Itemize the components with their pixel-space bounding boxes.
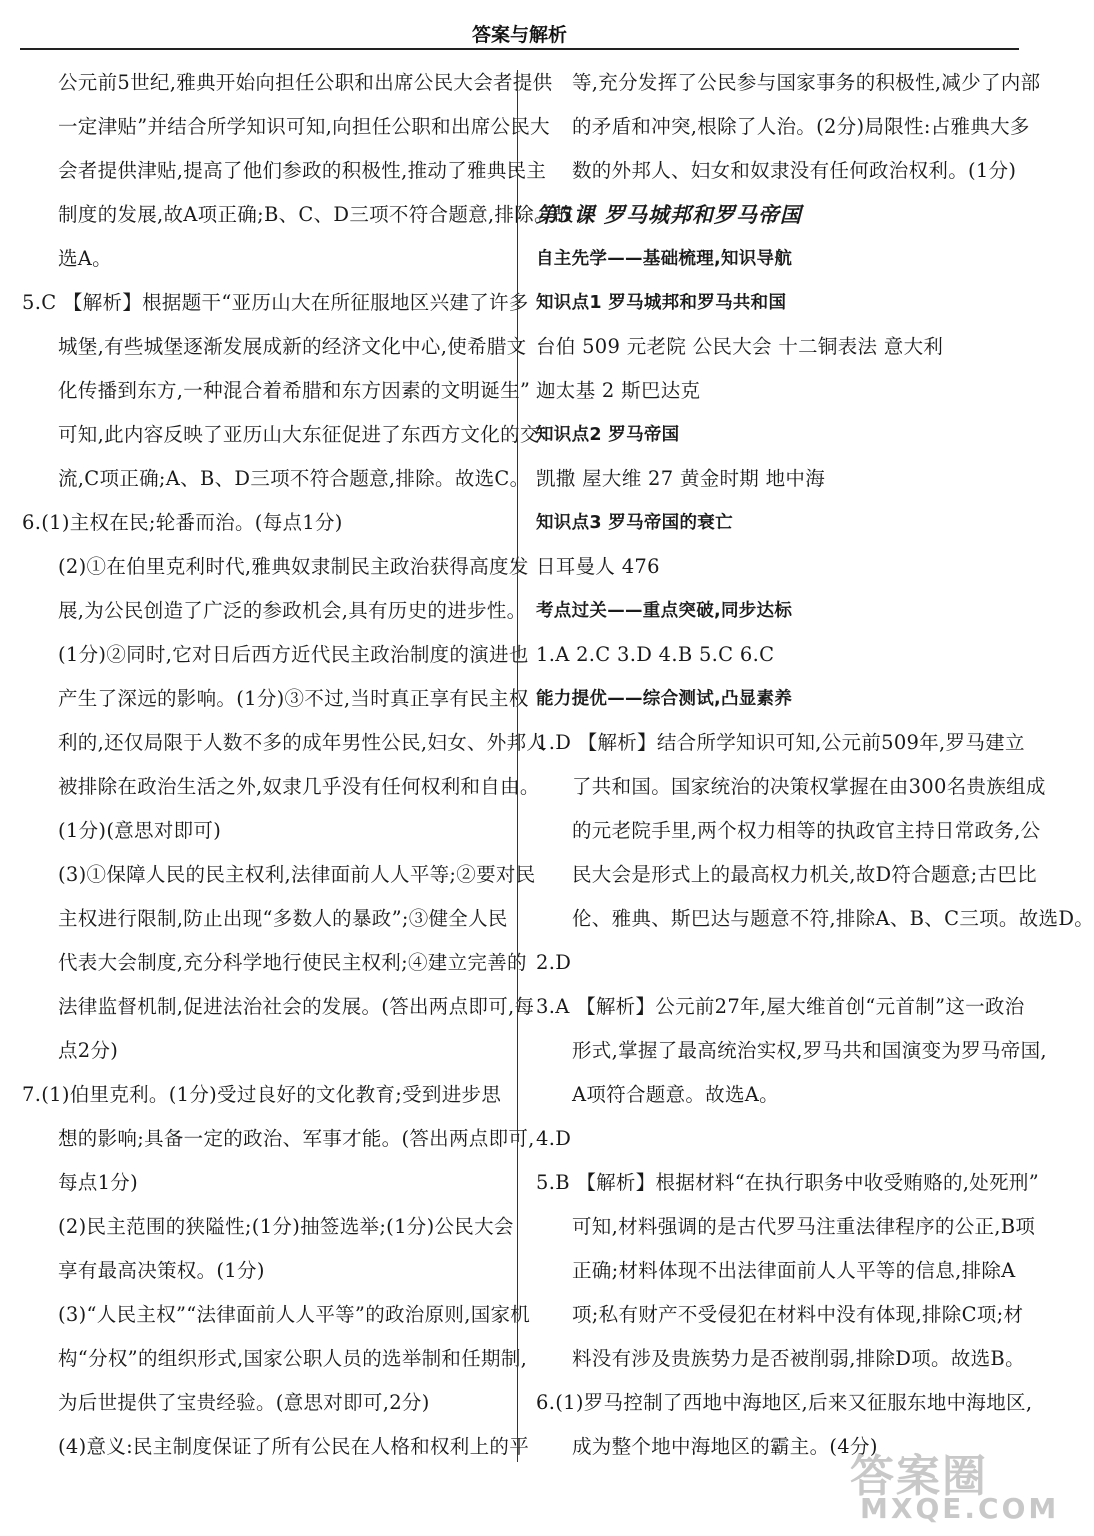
text-line: (4)意义:民主制度保证了所有公民在人格和权利上的平 — [58, 1435, 529, 1458]
section-heading: 自主先学——基础梳理,知识导航 — [536, 249, 793, 269]
text-line: 化传播到东方,一种混合着希腊和东方因素的文明诞生” — [58, 379, 531, 402]
section-heading: 知识点2 罗马帝国 — [536, 425, 680, 445]
text-line: 5.B 【解析】根据材料“在执行职务中收受贿赂的,处死刑” — [536, 1171, 1039, 1194]
text-line: 4.D — [536, 1127, 572, 1150]
text-line: (1分)②同时,它对日后西方近代民主政治制度的演进也 — [58, 643, 529, 666]
text-line: 想的影响;具备一定的政治、军事才能。(答出两点即可, — [58, 1127, 535, 1150]
text-line: 5.C 【解析】根据题干“亚历山大在所征服地区兴建了许多 — [22, 291, 529, 314]
lesson-title: 第5课 罗马城邦和罗马帝国 — [536, 202, 802, 227]
text-line: 2.D — [536, 951, 572, 974]
right-column — [536, 61, 1094, 1469]
text-line: 迦太基 2 斯巴达克 — [536, 379, 701, 402]
text-line: 每点1分) — [58, 1171, 139, 1194]
text-line: 展,为公民创造了广泛的参政机会,具有历史的进步性。 — [58, 599, 527, 622]
text-line: 可知,此内容反映了亚历山大东征促进了东西方文化的交 — [58, 423, 540, 446]
text-line: 日耳曼人 476 — [536, 555, 660, 578]
page-header — [20, 0, 1019, 50]
text-line: 7.(1)伯里克利。(1分)受过良好的文化教育;受到进步思 — [22, 1083, 502, 1106]
section-heading: 知识点1 罗马城邦和罗马共和国 — [536, 293, 787, 313]
text-line: 城堡,有些城堡逐渐发展成新的经济文化中心,使希腊文 — [58, 335, 527, 358]
text-line: 享有最高决策权。(1分) — [58, 1259, 265, 1282]
section-heading: 知识点3 罗马帝国的衰亡 — [536, 513, 733, 533]
column-divider — [517, 70, 518, 1462]
watermark-logo — [840, 1440, 1060, 1530]
text-line: 公元前5世纪,雅典开始向担任公职和出席公民大会者提供 — [58, 71, 553, 94]
text-line: 构“分权”的组织形式,国家公职人员的选举制和任期制, — [58, 1347, 528, 1370]
text-line: 了共和国。国家统治的决策权掌握在由300名贵族组成 — [572, 775, 1046, 798]
text-line: 选A。 — [58, 247, 112, 270]
text-line: 料没有涉及贵族势力是否被削弱,排除D项。故选B。 — [572, 1347, 1025, 1370]
text-line: (3)“人民主权”“法律面前人人平等”的政治原则,国家机 — [58, 1303, 531, 1326]
text-line: 可知,材料强调的是古代罗马注重法律程序的公正,B项 — [572, 1215, 1036, 1238]
text-line: 1.A 2.C 3.D 4.B 5.C 6.C — [536, 643, 775, 666]
watermark-cn: 答案圈 — [850, 1451, 988, 1502]
text-line: 会者提供津贴,提高了他们参政的积极性,推动了雅典民主 — [58, 159, 547, 182]
text-line: 3.A 【解析】公元前27年,屋大维首创“元首制”这一政治 — [536, 995, 1025, 1018]
text-line: (2)民主范围的狭隘性;(1分)抽签选举;(1分)公民大会 — [58, 1215, 514, 1238]
text-line: 主权进行限制,防止出现“多数人的暴政”;③健全人民 — [58, 907, 508, 930]
text-line: 的矛盾和冲突,根除了人治。(2分)局限性:占雅典大多 — [572, 115, 1030, 138]
text-line: (2)①在伯里克利时代,雅典奴隶制民主政治获得高度发 — [58, 555, 529, 578]
section-heading: 能力提优——综合测试,凸显素养 — [536, 689, 793, 709]
header-title: 答案与解析 — [471, 24, 567, 46]
text-line: (1分)(意思对即可) — [58, 819, 222, 842]
text-line: 6.(1)罗马控制了西地中海地区,后来又征服东地中海地区, — [536, 1391, 1033, 1414]
text-line: 流,C项正确;A、B、D三项不符合题意,排除。故选C。 — [58, 467, 530, 490]
text-line: 伦、雅典、斯巴达与题意不符,排除A、B、C三项。故选D。 — [572, 907, 1094, 930]
text-line: 法律监督机制,促进法治社会的发展。(答出两点即可,每 — [58, 995, 535, 1018]
text-line: 被排除在政治生活之外,奴隶几乎没有任何权利和自由。 — [58, 775, 540, 798]
text-line: (3)①保障人民的民主权利,法律面前人人平等;②要对民 — [58, 863, 536, 886]
text-line: 项;私有财产不受侵犯在材料中没有体现,排除C项;材 — [572, 1303, 1024, 1326]
text-line: 台伯 509 元老院 公民大会 十二铜表法 意大利 — [536, 335, 944, 358]
text-line: 利的,还仅局限于人数不多的成年男性公民,妇女、外邦人 — [58, 731, 547, 754]
text-line: 形式,掌握了最高统治实权,罗马共和国演变为罗马帝国, — [572, 1039, 1047, 1062]
text-line: 1.D 【解析】结合所学知识可知,公元前509年,罗马建立 — [536, 731, 1025, 754]
text-line: 数的外邦人、妇女和奴隶没有任何政治权利。(1分) — [572, 159, 1017, 182]
text-line: 正确;材料体现不出法律面前人人平等的信息,排除A — [572, 1259, 1016, 1282]
text-line: 民大会是形式上的最高权力机关,故D符合题意;古巴比 — [572, 863, 1037, 886]
text-line: A项符合题意。故选A。 — [572, 1083, 779, 1106]
text-line: 产生了深远的影响。(1分)③不过,当时真正享有民主权 — [58, 687, 529, 710]
watermark-en: MXQE.COM — [860, 1492, 1060, 1525]
text-line: 6.(1)主权在民;轮番而治。(每点1分) — [22, 511, 343, 534]
text-line: 点2分) — [58, 1039, 119, 1062]
text-line: 为后世提供了宝贵经验。(意思对即可,2分) — [58, 1391, 430, 1414]
text-line: 代表大会制度,充分科学地行使民主权利;④建立完善的 — [58, 951, 527, 974]
text-line: 的元老院手里,两个权力相等的执政官主持日常政务,公 — [572, 819, 1041, 842]
section-heading: 考点过关——重点突破,同步达标 — [536, 601, 793, 621]
text-line: 成为整个地中海地区的霸主。(4分) — [572, 1435, 878, 1458]
text-line: 等,充分发挥了公民参与国家事务的积极性,减少了内部 — [572, 71, 1041, 94]
text-line: 一定津贴”并结合所学知识可知,向担任公职和出席公民大 — [58, 115, 550, 138]
text-line: 凯撒 屋大维 27 黄金时期 地中海 — [536, 467, 826, 490]
text-line: 制度的发展,故A项正确;B、C、D三项不符合题意,排除。故 — [58, 203, 574, 226]
